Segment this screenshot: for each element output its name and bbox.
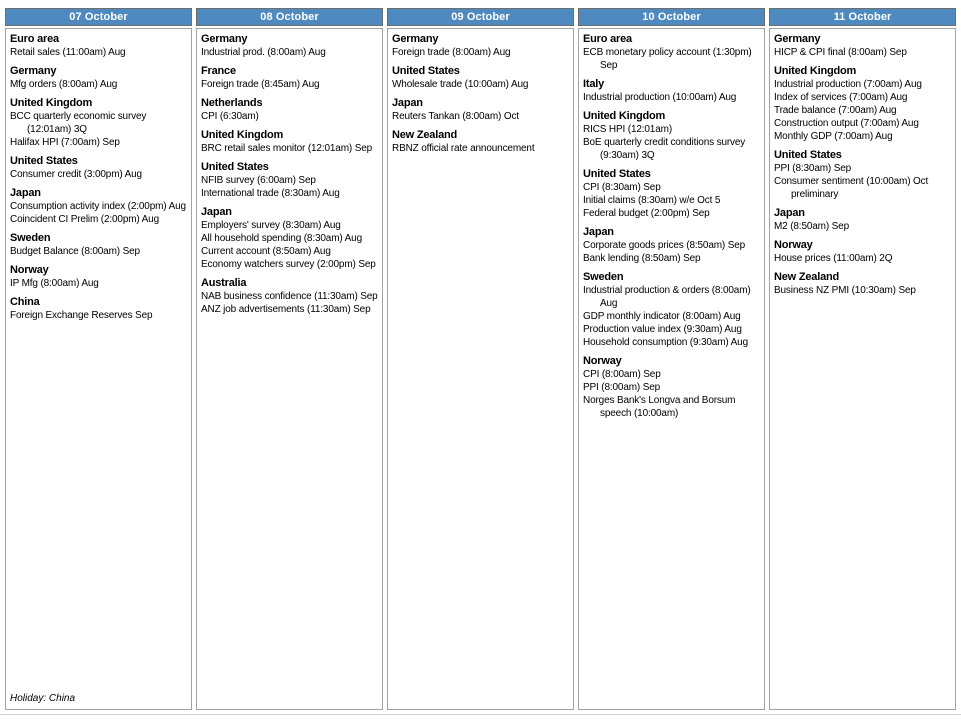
- day-column-body: [5, 28, 192, 710]
- event-item: Budget Balance (8:00am) Sep: [10, 246, 140, 257]
- country-label: Norway: [10, 264, 49, 276]
- country-group: [583, 225, 761, 265]
- country-group: [583, 354, 761, 420]
- event-item: Monthly GDP (7:00am) Aug: [774, 131, 893, 142]
- country-group: [583, 167, 761, 220]
- country-group: [392, 128, 570, 155]
- country-group: [392, 64, 570, 91]
- country-label: New Zealand: [392, 129, 458, 141]
- event-item: Consumer sentiment (10:00am) Oct preliminary: [774, 176, 929, 200]
- country-group: [10, 96, 188, 149]
- country-group: [774, 270, 952, 297]
- event-item: Foreign Exchange Reserves Sep: [10, 310, 153, 321]
- bottom-rule: [0, 714, 961, 715]
- day-column-header: 10 October: [578, 8, 765, 26]
- country-label: Sweden: [583, 271, 624, 283]
- country-group: [10, 263, 188, 290]
- event-item: BCC quarterly economic survey (12:01am) 3Q: [10, 111, 147, 135]
- country-group: [10, 231, 188, 258]
- event-item: Industrial production (7:00am) Aug: [774, 79, 922, 90]
- event-item: PPI (8:30am) Sep: [774, 163, 852, 174]
- country-group: [774, 238, 952, 265]
- country-group: [10, 295, 188, 322]
- country-label: United States: [201, 161, 269, 173]
- calendar-table: [5, 8, 956, 710]
- country-label: United States: [774, 149, 842, 161]
- event-item: RBNZ official rate announcement: [392, 143, 535, 154]
- event-item: PPI (8:00am) Sep: [583, 382, 661, 393]
- country-group: [392, 32, 570, 59]
- day-column-header: 08 October: [196, 8, 383, 26]
- country-group: [583, 32, 761, 72]
- event-item: NAB business confidence (11:30am) Sep: [201, 291, 378, 302]
- country-group: [583, 109, 761, 162]
- country-group: [10, 32, 188, 59]
- country-label: Japan: [774, 207, 805, 219]
- event-item: Bank lending (8:50am) Sep: [583, 253, 701, 264]
- country-label: United Kingdom: [583, 110, 666, 122]
- event-item: CPI (6:30am): [201, 111, 259, 122]
- event-item: Consumption activity index (2:00pm) Aug: [10, 201, 186, 212]
- event-item: CPI (8:00am) Sep: [583, 369, 661, 380]
- event-item: Current account (8:50am) Aug: [201, 246, 331, 257]
- day-column-header: 11 October: [769, 8, 956, 26]
- event-item: Coincident CI Prelim (2:00pm) Aug: [10, 214, 160, 225]
- country-label: Japan: [392, 97, 423, 109]
- event-item: ANZ job advertisements (11:30am) Sep: [201, 304, 371, 315]
- event-item: Economy watchers survey (2:00pm) Sep: [201, 259, 376, 270]
- event-item: Wholesale trade (10:00am) Aug: [392, 79, 529, 90]
- country-label: Germany: [392, 33, 439, 45]
- event-item: Production value index (9:30am) Aug: [583, 324, 742, 335]
- country-label: United States: [10, 155, 78, 167]
- event-item: CPI (8:30am) Sep: [583, 182, 661, 193]
- day-column-header: 07 October: [5, 8, 192, 26]
- event-item: M2 (8:50am) Sep: [774, 221, 850, 232]
- event-item: Consumer credit (3:00pm) Aug: [10, 169, 142, 180]
- country-label: United Kingdom: [201, 129, 284, 141]
- country-label: United States: [392, 65, 460, 77]
- event-item: BRC retail sales monitor (12:01am) Sep: [201, 143, 373, 154]
- country-group: [583, 270, 761, 349]
- day-column-body: [387, 28, 574, 710]
- country-label: United Kingdom: [774, 65, 857, 77]
- country-group: [392, 96, 570, 123]
- country-group: [774, 64, 952, 143]
- country-label: Germany: [774, 33, 821, 45]
- day-column-header: 09 October: [387, 8, 574, 26]
- country-group: [201, 64, 379, 91]
- country-label: Sweden: [10, 232, 51, 244]
- event-item: Foreign trade (8:00am) Aug: [392, 47, 511, 58]
- day-column-body: [769, 28, 956, 710]
- event-item: Retail sales (11:00am) Aug: [10, 47, 126, 58]
- event-item: House prices (11:00am) 2Q: [774, 253, 893, 264]
- country-label: Norway: [774, 239, 813, 251]
- event-item: Foreign trade (8:45am) Aug: [201, 79, 320, 90]
- event-item: Corporate goods prices (8:50am) Sep: [583, 240, 746, 251]
- event-item: International trade (8:30am) Aug: [201, 188, 340, 199]
- event-item: Reuters Tankan (8:00am) Oct: [392, 111, 519, 122]
- country-label: Germany: [201, 33, 248, 45]
- country-label: Euro area: [583, 33, 632, 45]
- event-item: Industrial production & orders (8:00am) Aug: [583, 285, 751, 309]
- country-label: Australia: [201, 277, 247, 289]
- country-label: Germany: [10, 65, 57, 77]
- event-item: Federal budget (2:00pm) Sep: [583, 208, 710, 219]
- event-item: IP Mfg (8:00am) Aug: [10, 278, 99, 289]
- country-label: United Kingdom: [10, 97, 93, 109]
- event-item: Mfg orders (8:00am) Aug: [10, 79, 118, 90]
- event-item: NFIB survey (6:00am) Sep: [201, 175, 316, 186]
- country-label: China: [10, 296, 40, 308]
- event-item: ECB monetary policy account (1:30pm) Sep: [583, 47, 752, 71]
- country-label: Italy: [583, 78, 605, 90]
- country-group: [201, 205, 379, 271]
- country-group: [201, 276, 379, 316]
- country-group: [774, 148, 952, 201]
- event-item: Index of services (7:00am) Aug: [774, 92, 908, 103]
- country-group: [774, 32, 952, 59]
- event-item: Business NZ PMI (10:30am) Sep: [774, 285, 916, 296]
- event-item: Norges Bank's Longva and Borsum speech (10:00am): [583, 395, 736, 419]
- country-group: [201, 160, 379, 200]
- event-item: RICS HPI (12:01am): [583, 124, 672, 135]
- country-group: [201, 32, 379, 59]
- country-label: France: [201, 65, 236, 77]
- country-group: [201, 96, 379, 123]
- country-label: Euro area: [10, 33, 59, 45]
- country-label: Japan: [10, 187, 41, 199]
- country-label: United States: [583, 168, 651, 180]
- country-group: [10, 64, 188, 91]
- event-item: Construction output (7:00am) Aug: [774, 118, 919, 129]
- event-item: HICP & CPI final (8:00am) Sep: [774, 47, 907, 58]
- country-label: Japan: [201, 206, 232, 218]
- event-item: Initial claims (8:30am) w/e Oct 5: [583, 195, 721, 206]
- holiday-note: Holiday: China: [10, 693, 76, 704]
- country-group: [583, 77, 761, 104]
- event-item: Halifax HPI (7:00am) Sep: [10, 137, 120, 148]
- event-item: Trade balance (7:00am) Aug: [774, 105, 897, 116]
- event-item: Household consumption (9:30am) Aug: [583, 337, 749, 348]
- event-item: BoE quarterly credit conditions survey (9:30am) 3Q: [583, 137, 746, 161]
- event-item: GDP monthly indicator (8:00am) Aug: [583, 311, 741, 322]
- country-label: Japan: [583, 226, 614, 238]
- country-label: New Zealand: [774, 271, 840, 283]
- event-item: All household spending (8:30am) Aug: [201, 233, 362, 244]
- event-item: Industrial prod. (8:00am) Aug: [201, 47, 326, 58]
- event-item: Industrial production (10:00am) Aug: [583, 92, 737, 103]
- country-group: [774, 206, 952, 233]
- country-label: Norway: [583, 355, 622, 367]
- country-group: [10, 154, 188, 181]
- country-group: [201, 128, 379, 155]
- day-column-body: [578, 28, 765, 710]
- country-group: [10, 186, 188, 226]
- day-column-body: [196, 28, 383, 710]
- event-item: Employers' survey (8:30am) Aug: [201, 220, 341, 231]
- country-label: Netherlands: [201, 97, 263, 109]
